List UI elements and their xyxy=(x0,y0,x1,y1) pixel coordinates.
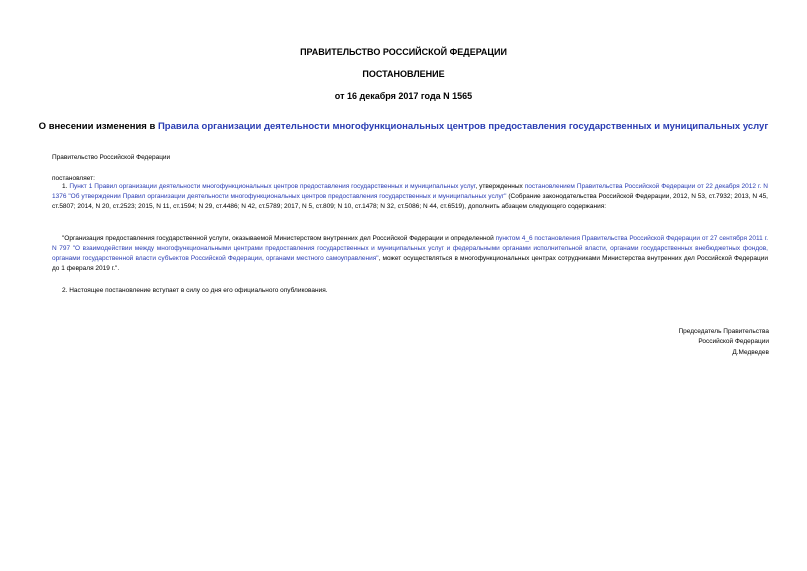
preamble: Правительство Российской Федерации xyxy=(52,154,171,161)
document-type: ПОСТАНОВЛЕНИЕ xyxy=(362,69,445,79)
subject-prefix: О внесении изменения в xyxy=(38,121,158,132)
item-1-number: 1. xyxy=(62,183,70,190)
subject-rules-link[interactable]: Правила организации деятельности многофункциональных центров предоставления государственных и муниципальных услуг xyxy=(157,121,769,132)
resolution-1376-link[interactable]: постановлением Правительства Российской Федерации от 22 декабря 2012 г. N 1376 "Об утверждении Правил организации деятельности многофункциональных центров предоставления государственных и муниципальных услуг" xyxy=(52,183,768,200)
resolves-text: постановляет: xyxy=(52,175,95,182)
resolution-797-link[interactable]: пунктом 4_6 постановления Правительства Российской Федерации от 27 сентября 2011 г. N 797 "О взаимодействии между многофункциональными центрами предоставления государственных и муниципальных услуг и федеральными органами исполнительной власти, органами государственных внебюджетных фондов, органами государственной власти субъектов Российской Федерации, органами местного самоуправления" xyxy=(52,235,769,262)
item-1-text: , утвержденных xyxy=(475,183,525,190)
document-subject xyxy=(0,121,807,132)
document-date-number: от 16 декабря 2017 года N 1565 xyxy=(334,91,473,101)
item-1-paragraph xyxy=(52,182,768,212)
rules-point-1-link[interactable]: Пункт 1 Правил организации деятельности многофункциональных центров предоставления государственных и муниципальных услуг xyxy=(69,183,476,190)
inserted-paragraph xyxy=(52,234,768,274)
inserted-text: "Организация предоставления государственной услуги, оказываемой Министерством внутренних дел Российской Федерации и определенной xyxy=(62,235,496,242)
signature-block xyxy=(678,327,769,358)
item-2-paragraph: 2. Настоящее постановление вступает в силу со дня его официального опубликования. xyxy=(62,287,328,294)
signature-position: Председатель Правительства xyxy=(678,328,769,335)
item-1-text-tail: (Собрание законодательства Российской Федерации, 2012, N 53, ст.7932; 2013, N 45, ст.5807; 2014, N 20, ст.2523; 2015, N 11, ст.1594; N 29, ст.4486; N 42, ст.5789; 2017, N 5, ст.809; N 10, ст.1478; N 32, ст.5086; N 44, ст.6519), дополнить абзацем следующего содержания: xyxy=(52,193,768,210)
signature-name: Д.Медведев xyxy=(732,348,769,356)
inserted-text-tail: , может осуществляться в многофункциональных центрах сотрудниками Министерства внутренних дел Российской Федерации до 1 февраля 2019 г.". xyxy=(52,255,768,272)
government-title: ПРАВИТЕЛЬСТВО РОССИЙСКОЙ ФЕДЕРАЦИИ xyxy=(300,47,507,57)
signature-organization: Российской Федерации xyxy=(698,338,769,346)
